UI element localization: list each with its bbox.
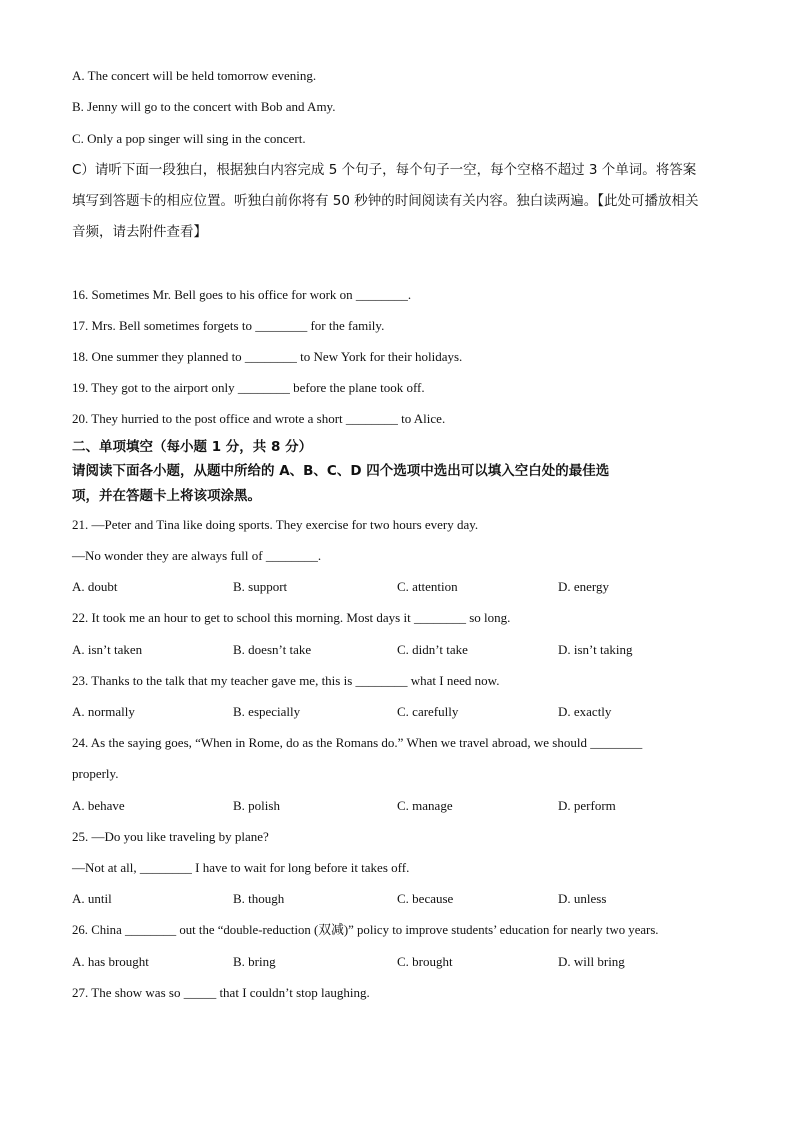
option-a: A. has brought bbox=[72, 954, 149, 969]
option-d: D. isn’t taking bbox=[558, 642, 633, 657]
question-26-stem: 26. China ________ out the “double-reduction (双减)” policy to improve students’ education for nearly two years. bbox=[72, 923, 659, 937]
part-two-instruction-line-1: 请阅读下面各小题，从题中所给的 A、B、C、D 四个选项中选出可以填入空白处的最佳选 bbox=[72, 463, 610, 479]
option-c: C. carefully bbox=[397, 704, 459, 719]
option-d: D. will bring bbox=[558, 954, 625, 969]
question-16: 16. Sometimes Mr. Bell goes to his office for work on ________. bbox=[72, 287, 412, 302]
option-c: C. because bbox=[397, 891, 454, 906]
section-c-instruction-line-1: C）请听下面一段独白，根据独白内容完成 5 个句子，每个句子一空，每个空格不超过 3 个单词。将答案 bbox=[72, 162, 697, 178]
option-a: A. until bbox=[72, 891, 112, 906]
question-25-stem: 25. —Do you like traveling by plane? bbox=[72, 829, 269, 844]
question-23-stem: 23. Thanks to the talk that my teacher gave me, this is ________ what I need now. bbox=[72, 673, 500, 688]
question-25-options bbox=[72, 890, 722, 908]
question-26-options bbox=[72, 953, 722, 971]
listening-option-c: C. Only a pop singer will sing in the concert. bbox=[72, 131, 306, 146]
part-two-instruction-line-2: 项，并在答题卡上将该项涂黑。 bbox=[72, 488, 261, 504]
question-21-options bbox=[72, 578, 722, 596]
question-21-stem: 21. —Peter and Tina like doing sports. They exercise for two hours every day. bbox=[72, 517, 479, 532]
listening-option-a: A. The concert will be held tomorrow evening. bbox=[72, 68, 317, 83]
question-19: 19. They got to the airport only ________ before the plane took off. bbox=[72, 380, 425, 395]
question-21-reply: —No wonder they are always full of ________. bbox=[72, 548, 322, 563]
section-c-instruction-line-2: 填写到答题卡的相应位置。听独白前你将有 50 秒钟的时间阅读有关内容。独白读两遍。【此处可播放相关 bbox=[72, 193, 699, 209]
question-24-stem: 24. As the saying goes, “When in Rome, do as the Romans do.” When we travel abroad, we should ________ bbox=[72, 735, 643, 750]
option-d: D. unless bbox=[558, 891, 607, 906]
option-c: C. brought bbox=[397, 954, 453, 969]
option-a: A. normally bbox=[72, 704, 135, 719]
option-b: B. bring bbox=[233, 954, 276, 969]
option-d: D. energy bbox=[558, 579, 610, 594]
option-d: D. perform bbox=[558, 798, 616, 813]
option-d: D. exactly bbox=[558, 704, 612, 719]
question-22-options bbox=[72, 641, 722, 659]
option-c: C. attention bbox=[397, 579, 458, 594]
part-two-heading: 二、单项填空（每小题 1 分，共 8 分） bbox=[72, 439, 313, 455]
option-c: C. didn’t take bbox=[397, 642, 468, 657]
question-25-reply: —Not at all, ________ I have to wait for long before it takes off. bbox=[72, 860, 410, 875]
listening-option-b: B. Jenny will go to the concert with Bob and Amy. bbox=[72, 99, 336, 114]
question-24-options bbox=[72, 797, 722, 815]
option-b: B. though bbox=[233, 891, 285, 906]
question-22-stem: 22. It took me an hour to get to school this morning. Most days it ________ so long. bbox=[72, 610, 511, 625]
question-23-options bbox=[72, 703, 722, 721]
question-18: 18. One summer they planned to ________ to New York for their holidays. bbox=[72, 349, 463, 364]
option-a: A. behave bbox=[72, 798, 125, 813]
option-a: A. doubt bbox=[72, 579, 118, 594]
option-b: B. support bbox=[233, 579, 288, 594]
option-b: B. especially bbox=[233, 704, 301, 719]
option-b: B. polish bbox=[233, 798, 280, 813]
option-a: A. isn’t taken bbox=[72, 642, 143, 657]
option-c: C. manage bbox=[397, 798, 453, 813]
section-c-instruction-line-3: 音频，请去附件查看】 bbox=[72, 224, 207, 240]
question-17: 17. Mrs. Bell sometimes forgets to ________ for the family. bbox=[72, 318, 385, 333]
question-27-stem: 27. The show was so _____ that I couldn’t stop laughing. bbox=[72, 985, 370, 1000]
question-20: 20. They hurried to the post office and wrote a short ________ to Alice. bbox=[72, 411, 446, 426]
question-24-stem-continued: properly. bbox=[72, 766, 119, 781]
option-b: B. doesn’t take bbox=[233, 642, 312, 657]
